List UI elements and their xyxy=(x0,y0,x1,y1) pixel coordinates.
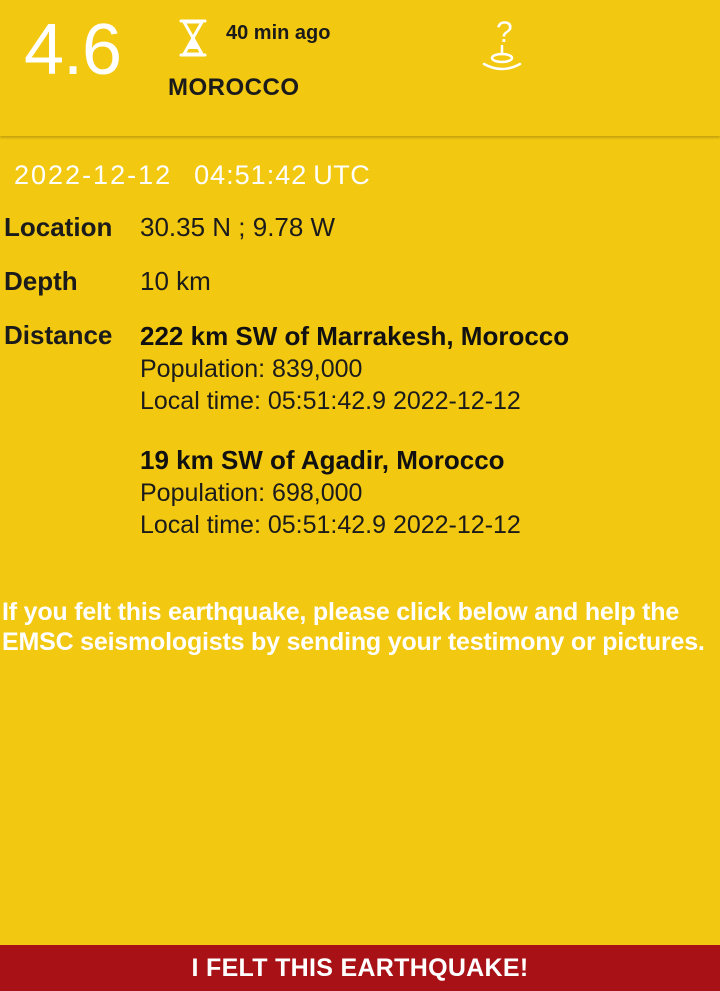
felt-callout-line-1: If you felt this earthquake, please click below and help the xyxy=(2,598,680,626)
depth-value: 10 km xyxy=(140,266,211,296)
distance-entry xyxy=(140,443,569,541)
earthquake-epicenter-icon xyxy=(470,16,534,72)
distance-values xyxy=(140,319,569,541)
event-timezone: UTC xyxy=(313,160,371,190)
event-header xyxy=(0,0,720,136)
distance-local-time: Local time: 05:51:42.9 2022-12-12 xyxy=(140,387,521,415)
distance-local-time: Local time: 05:51:42.9 2022-12-12 xyxy=(140,511,521,539)
location-label: Location xyxy=(4,212,113,242)
felt-earthquake-button[interactable] xyxy=(0,945,720,991)
event-details xyxy=(0,136,720,945)
distance-entry xyxy=(140,319,569,417)
felt-callout-line-2: EMSC seismologists by sending your testimony or pictures. xyxy=(2,628,705,656)
magnitude-value: 4.6 xyxy=(24,10,122,90)
hourglass-icon xyxy=(176,18,210,58)
felt-callout xyxy=(0,597,720,657)
event-date: 2022-12-12 xyxy=(14,160,173,190)
distance-label: Distance xyxy=(4,320,113,350)
time-ago-label: 40 min ago xyxy=(226,22,331,44)
location-value: 30.35 N ; 9.78 W xyxy=(140,212,336,242)
location-row xyxy=(4,211,720,243)
detail-rows xyxy=(0,211,720,541)
depth-label: Depth xyxy=(4,266,78,296)
distance-population: Population: 839,000 xyxy=(140,355,363,383)
distance-city: 222 km SW of Marrakesh, Morocco xyxy=(140,321,570,351)
distance-population: Population: 698,000 xyxy=(140,479,363,507)
depth-row xyxy=(4,265,720,297)
distance-row xyxy=(4,319,720,541)
region-name: MOROCCO xyxy=(168,74,300,101)
felt-earthquake-button-label: I FELT THIS EARTHQUAKE! xyxy=(191,953,529,982)
svg-text:?: ? xyxy=(496,16,513,49)
event-time: 04:51:42 xyxy=(194,160,308,190)
event-datetime xyxy=(0,136,720,191)
distance-city: 19 km SW of Agadir, Morocco xyxy=(140,445,505,475)
